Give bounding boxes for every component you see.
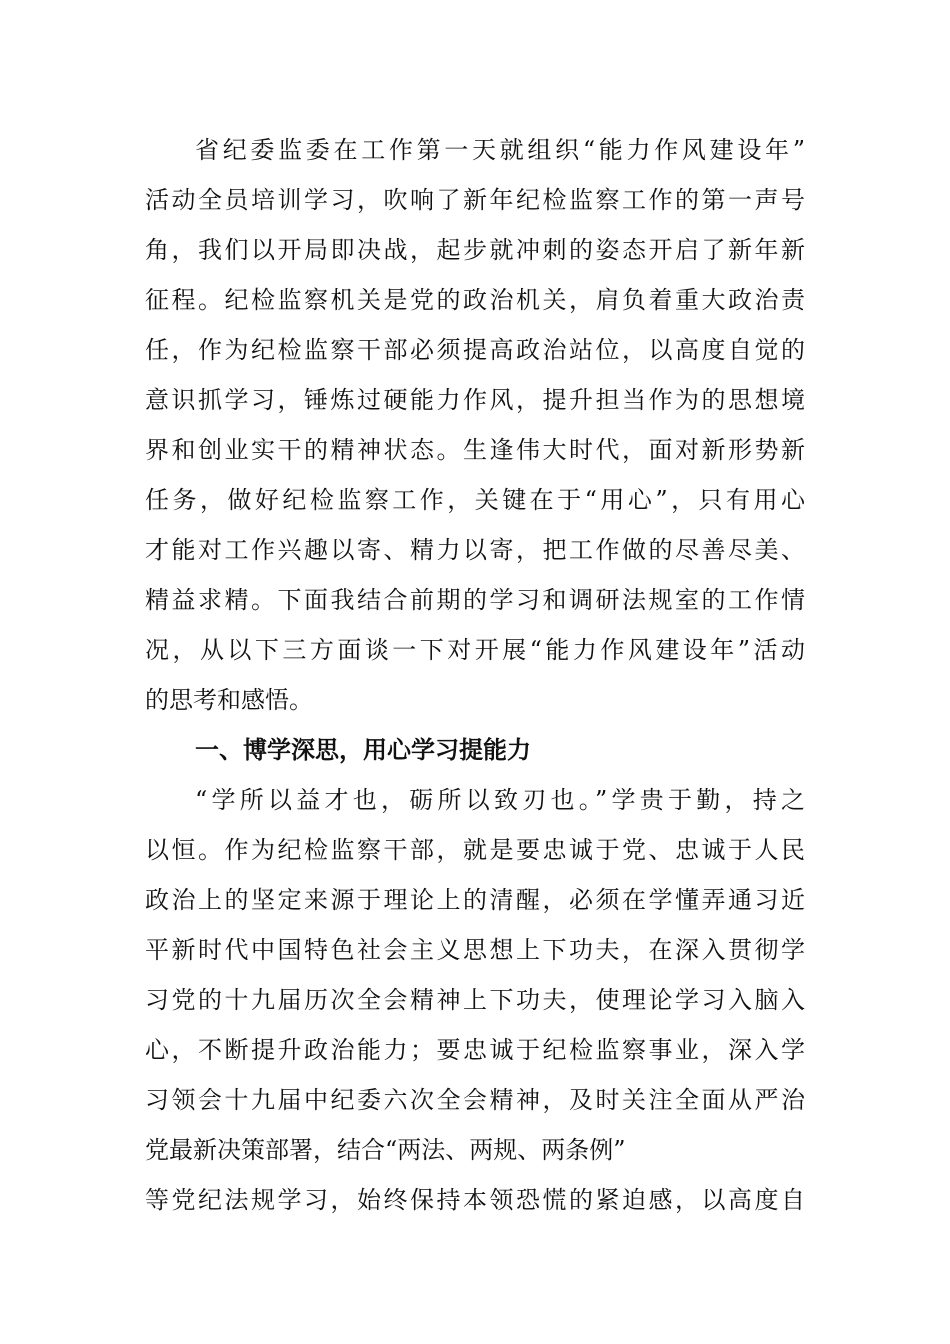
paragraph-1-line-10: 精益求精。下面我结合前期的学习和调研法规室的工作情 bbox=[145, 586, 805, 614]
paragraph-1-line-4: 征程。纪检监察机关是党的政治机关，肩负着重大政治责 bbox=[145, 286, 805, 314]
paragraph-1-line-8: 任务，做好纪检监察工作，关键在于“用心”，只有用心 bbox=[145, 486, 805, 514]
paragraph-1-line-6: 意识抓学习，锤炼过硬能力作风，提升担当作为的思想境 bbox=[145, 386, 805, 414]
paragraph-2-line-8: 党最新决策部署，结合“两法、两规、两条例” bbox=[145, 1136, 626, 1164]
paragraph-2-line-2: 以恒。作为纪检监察干部，就是要忠诚于党、忠诚于人民 bbox=[145, 836, 805, 864]
paragraph-2-line-7: 习领会十九届中纪委六次全会精神，及时关注全面从严治 bbox=[145, 1086, 805, 1114]
paragraph-2-line-3: 政治上的坚定来源于理论上的清醒，必须在学懂弄通习近 bbox=[145, 886, 805, 914]
paragraph-1-line-11: 况，从以下三方面谈一下对开展“能力作风建设年”活动 bbox=[145, 636, 805, 664]
paragraph-1-line-9: 才能对工作兴趣以寄、精力以寄，把工作做的尽善尽美、 bbox=[145, 536, 805, 564]
paragraph-1-line-1: 省纪委监委在工作第一天就组织“能力作风建设年” bbox=[195, 136, 805, 164]
paragraph-2-line-1: “学所以益才也，砺所以致刃也。”学贵于勤，持之 bbox=[195, 786, 805, 814]
paragraph-2-line-6: 心，不断提升政治能力；要忠诚于纪检监察事业，深入学 bbox=[145, 1036, 805, 1064]
paragraph-1-line-12: 的思考和感悟。 bbox=[145, 686, 313, 714]
paragraph-2-line-9: 等党纪法规学习，始终保持本领恐慌的紧迫感，以高度自 bbox=[145, 1186, 805, 1214]
paragraph-1-line-7: 界和创业实干的精神状态。生逢伟大时代，面对新形势新 bbox=[145, 436, 805, 464]
section-heading-1: 一、博学深思，用心学习提能力 bbox=[195, 736, 531, 764]
paragraph-1-line-3: 角，我们以开局即决战，起步就冲刺的姿态开启了新年新 bbox=[145, 236, 805, 264]
paragraph-1-line-5: 任，作为纪检监察干部必须提高政治站位，以高度自觉的 bbox=[145, 336, 805, 364]
paragraph-2-line-5: 习党的十九届历次全会精神上下功夫，使理论学习入脑入 bbox=[145, 986, 805, 1014]
paragraph-1-line-2: 活动全员培训学习，吹响了新年纪检监察工作的第一声号 bbox=[145, 186, 805, 214]
paragraph-2-line-4: 平新时代中国特色社会主义思想上下功夫，在深入贯彻学 bbox=[145, 936, 805, 964]
